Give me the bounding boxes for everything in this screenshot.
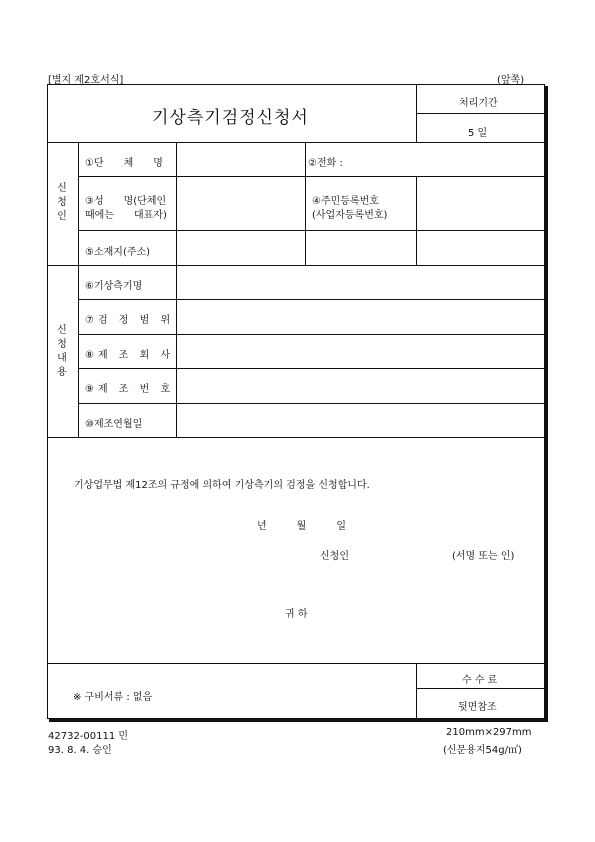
name-label-line1: ③성 명(단체인 <box>85 196 167 207</box>
rule-content-bottom <box>47 437 545 438</box>
date-line[interactable]: 년 월 일 <box>257 521 346 532</box>
serial-no-label: ⑨제 조 번 호 <box>85 384 175 395</box>
frame-shadow-bottom <box>49 719 548 722</box>
inspection-scope-field[interactable] <box>177 300 544 333</box>
page-side-label: (앞쪽) <box>497 75 525 86</box>
phone-label: ②전화 : <box>308 158 343 169</box>
content-section-label: 신 청 내 용 <box>57 325 67 378</box>
signature-note: (서명 또는 인) <box>452 551 515 562</box>
applicant-signature-label: 신청인 <box>320 551 349 562</box>
form-title: 기상측기검정신청서 <box>152 108 309 128</box>
reg-no-field[interactable] <box>417 177 544 229</box>
rule-fee-mid <box>416 688 545 689</box>
application-statement: 기상업무법 제12조의 규정에 의하여 기상측기의 검정을 신청합니다. <box>74 480 370 491</box>
frame-shadow-right <box>545 86 548 722</box>
address-label: ⑤소재지(주소) <box>85 247 151 258</box>
form-number: [별지 제2호서식] <box>48 75 124 86</box>
instrument-name-label: ⑥기상측기명 <box>85 281 143 292</box>
name-field[interactable] <box>177 177 304 229</box>
phone-field[interactable] <box>350 143 544 175</box>
instrument-name-field[interactable] <box>177 266 544 298</box>
manufacture-date-label: ⑩제조연월일 <box>85 419 143 430</box>
addressee: 귀 하 <box>285 609 308 620</box>
name-label-line2: 때에는 대표자) <box>85 210 167 221</box>
applicant-section-label: 신 청 인 <box>57 183 67 222</box>
rule-fee-left <box>416 663 417 719</box>
rule-period-mid <box>416 113 545 114</box>
processing-period-value: 5 일 <box>468 128 488 139</box>
inspection-scope-label: ⑦검 정 범 위 <box>85 315 175 326</box>
manufacture-date-field[interactable] <box>177 404 544 436</box>
rule-period-left <box>416 84 417 142</box>
form-code: 42732-00111 민 <box>48 731 129 742</box>
paper-type: (신문용지54g/㎡) <box>443 745 522 756</box>
approval-date: 93. 8. 4. 승인 <box>48 745 112 756</box>
serial-no-field[interactable] <box>177 369 544 402</box>
manufacturer-label: ⑧제 조 회 사 <box>85 350 175 361</box>
rule-footer-top <box>47 663 545 664</box>
processing-period-label: 처리기간 <box>459 98 498 109</box>
address-field[interactable] <box>177 231 544 264</box>
fee-value: 뒷면참조 <box>458 702 497 713</box>
group-name-field[interactable] <box>177 143 304 175</box>
fee-label: 수 수 료 <box>462 675 498 686</box>
paper-size: 210mm×297mm <box>446 727 532 738</box>
reg-no-label-line1: ④주민등록번호 <box>312 196 379 207</box>
reg-no-label-line2: (사업자등록번호) <box>312 210 388 221</box>
required-documents-note: ※ 구비서류 : 없음 <box>73 692 153 703</box>
manufacturer-field[interactable] <box>177 335 544 367</box>
rule-section-col <box>78 142 79 437</box>
group-name-label: ①단 체 명 <box>85 158 163 169</box>
